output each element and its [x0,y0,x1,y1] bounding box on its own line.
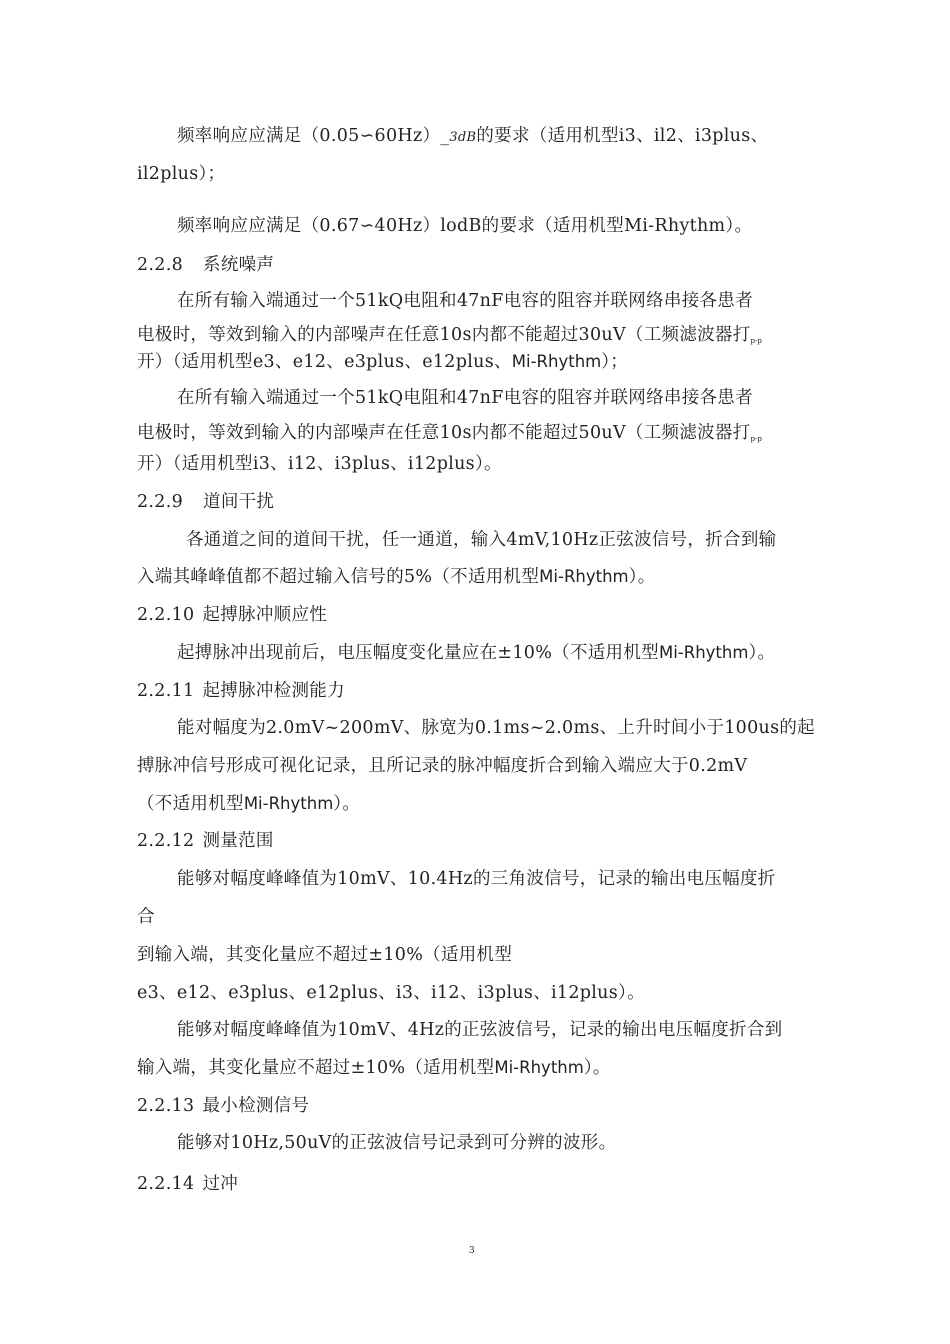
text-line: il2plus）； [137,164,226,184]
text-span: 电极时，等效到输入的内部噪声在任意10s内都不能超过50uV（工频滤波器打 [137,423,751,443]
text-span: 开）（适用机型e3、e12、e3plus、e12plus、 [137,352,512,372]
model-name: Mi-Rhythm [494,1058,584,1077]
text-span: ）； [601,352,629,372]
section-heading [137,607,327,625]
text-line: 合 [137,907,155,927]
text-span: ）。 [333,794,361,814]
text-span: 入端其峰峰值都不超过输入信号的5%（不适用机型 [137,567,540,587]
text-span: 电极时，等效到输入的内部噪声在任意10s内都不能超过30uV（工频滤波器打 [137,325,751,345]
text-line: 开）（适用机型i3、i12、i3plus、i12plus）。 [137,454,502,474]
text-line [177,128,768,146]
page-number: 3 [469,1246,475,1256]
text-line: 频率响应应满足（0.67∽40Hz）lodB的要求（适用机型Mi-Rhythm）。 [177,216,753,236]
model-name: Mi-Rhythm [243,794,334,813]
text-span: ）。 [748,643,776,663]
section-title: 起搏脉冲顺应性 [202,605,328,625]
text-line [137,354,628,372]
section-heading [137,257,274,275]
section-title: 起搏脉冲检测能力 [202,681,345,701]
section-title: 过冲 [202,1174,239,1194]
section-title: 测量范围 [202,831,274,851]
section-number: 2.2.9 [137,492,184,512]
text-line: 各通道之间的道间干扰，任一通道，输入4mV,10Hz正弦波信号，折合到输 [186,530,777,550]
text-span: 起搏脉冲出现前后，电压幅度变化量应在±10%（不适用机型 [177,643,659,663]
section-title: 道间干扰 [203,492,275,512]
section-title: 系统噪声 [203,255,275,275]
text-line [137,1060,611,1078]
section-number: 2.2.10 [137,605,195,625]
model-name: Mi-Rhythm [539,567,629,586]
section-heading [137,833,274,851]
section-heading [137,1176,238,1194]
text-span: ）。 [583,1058,611,1078]
text-line [177,645,775,663]
text-line: 搏脉冲信号形成可视化记录，且所记录的脉冲幅度折合到输入端应大于0.2mV [137,756,748,776]
text-line: e3、e12、e3plus、e12plus、i3、i12、i3plus、i12plus）。 [137,983,645,1003]
subscript: p-p [750,435,762,443]
text-span: ）。 [628,567,656,587]
text-line: 在所有输入端通过一个51kQ电阻和47nF电容的阻容并联网络串接各患者 [177,291,753,311]
text-line: 能对幅度为2.0mV~200mV、脉宽为0.1ms~2.0ms、上升时间小于100us的起 [177,718,815,738]
text-line: 能够对幅度峰峰值为10mV、10.4Hz的三角波信号，记录的输出电压幅度折 [177,869,776,889]
text-line [137,327,762,345]
section-title: 最小检测信号 [202,1096,310,1116]
section-number: 2.2.12 [137,831,195,851]
section-number: 2.2.13 [137,1096,195,1116]
text-line: 能够对10Hz,50uV的正弦波信号记录到可分辨的波形。 [177,1133,617,1153]
text-line [137,425,762,443]
text-line [137,569,656,587]
model-name: Mi-Rhythm [658,643,749,662]
section-heading [137,494,274,512]
text-line: 能够对幅度峰峰值为10mV、4Hz的正弦波信号，记录的输出电压幅度折合到 [177,1020,783,1040]
text-span: 频率响应应满足（0.05∽60Hz）_ [177,126,450,146]
text-span: 输入端，其变化量应不超过±10%（适用机型 [137,1058,495,1078]
text-span: 3dB [449,130,477,145]
text-span: （不适用机型 [137,794,244,814]
section-number: 2.2.14 [137,1174,195,1194]
section-heading [137,683,345,701]
text-span: 的要求（适用机型i3、il2、i3plus、 [476,126,769,146]
text-line: 到输入端，其变化量应不超过±10%（适用机型 [137,945,513,965]
subscript: p-p [750,337,762,345]
text-line [137,796,360,814]
section-heading [137,1098,309,1116]
section-number: 2.2.11 [137,681,195,701]
model-name: Mi-Rhythm [511,352,602,371]
text-line: 在所有输入端通过一个51kQ电阻和47nF电容的阻容并联网络串接各患者 [177,388,753,408]
section-number: 2.2.8 [137,255,184,275]
